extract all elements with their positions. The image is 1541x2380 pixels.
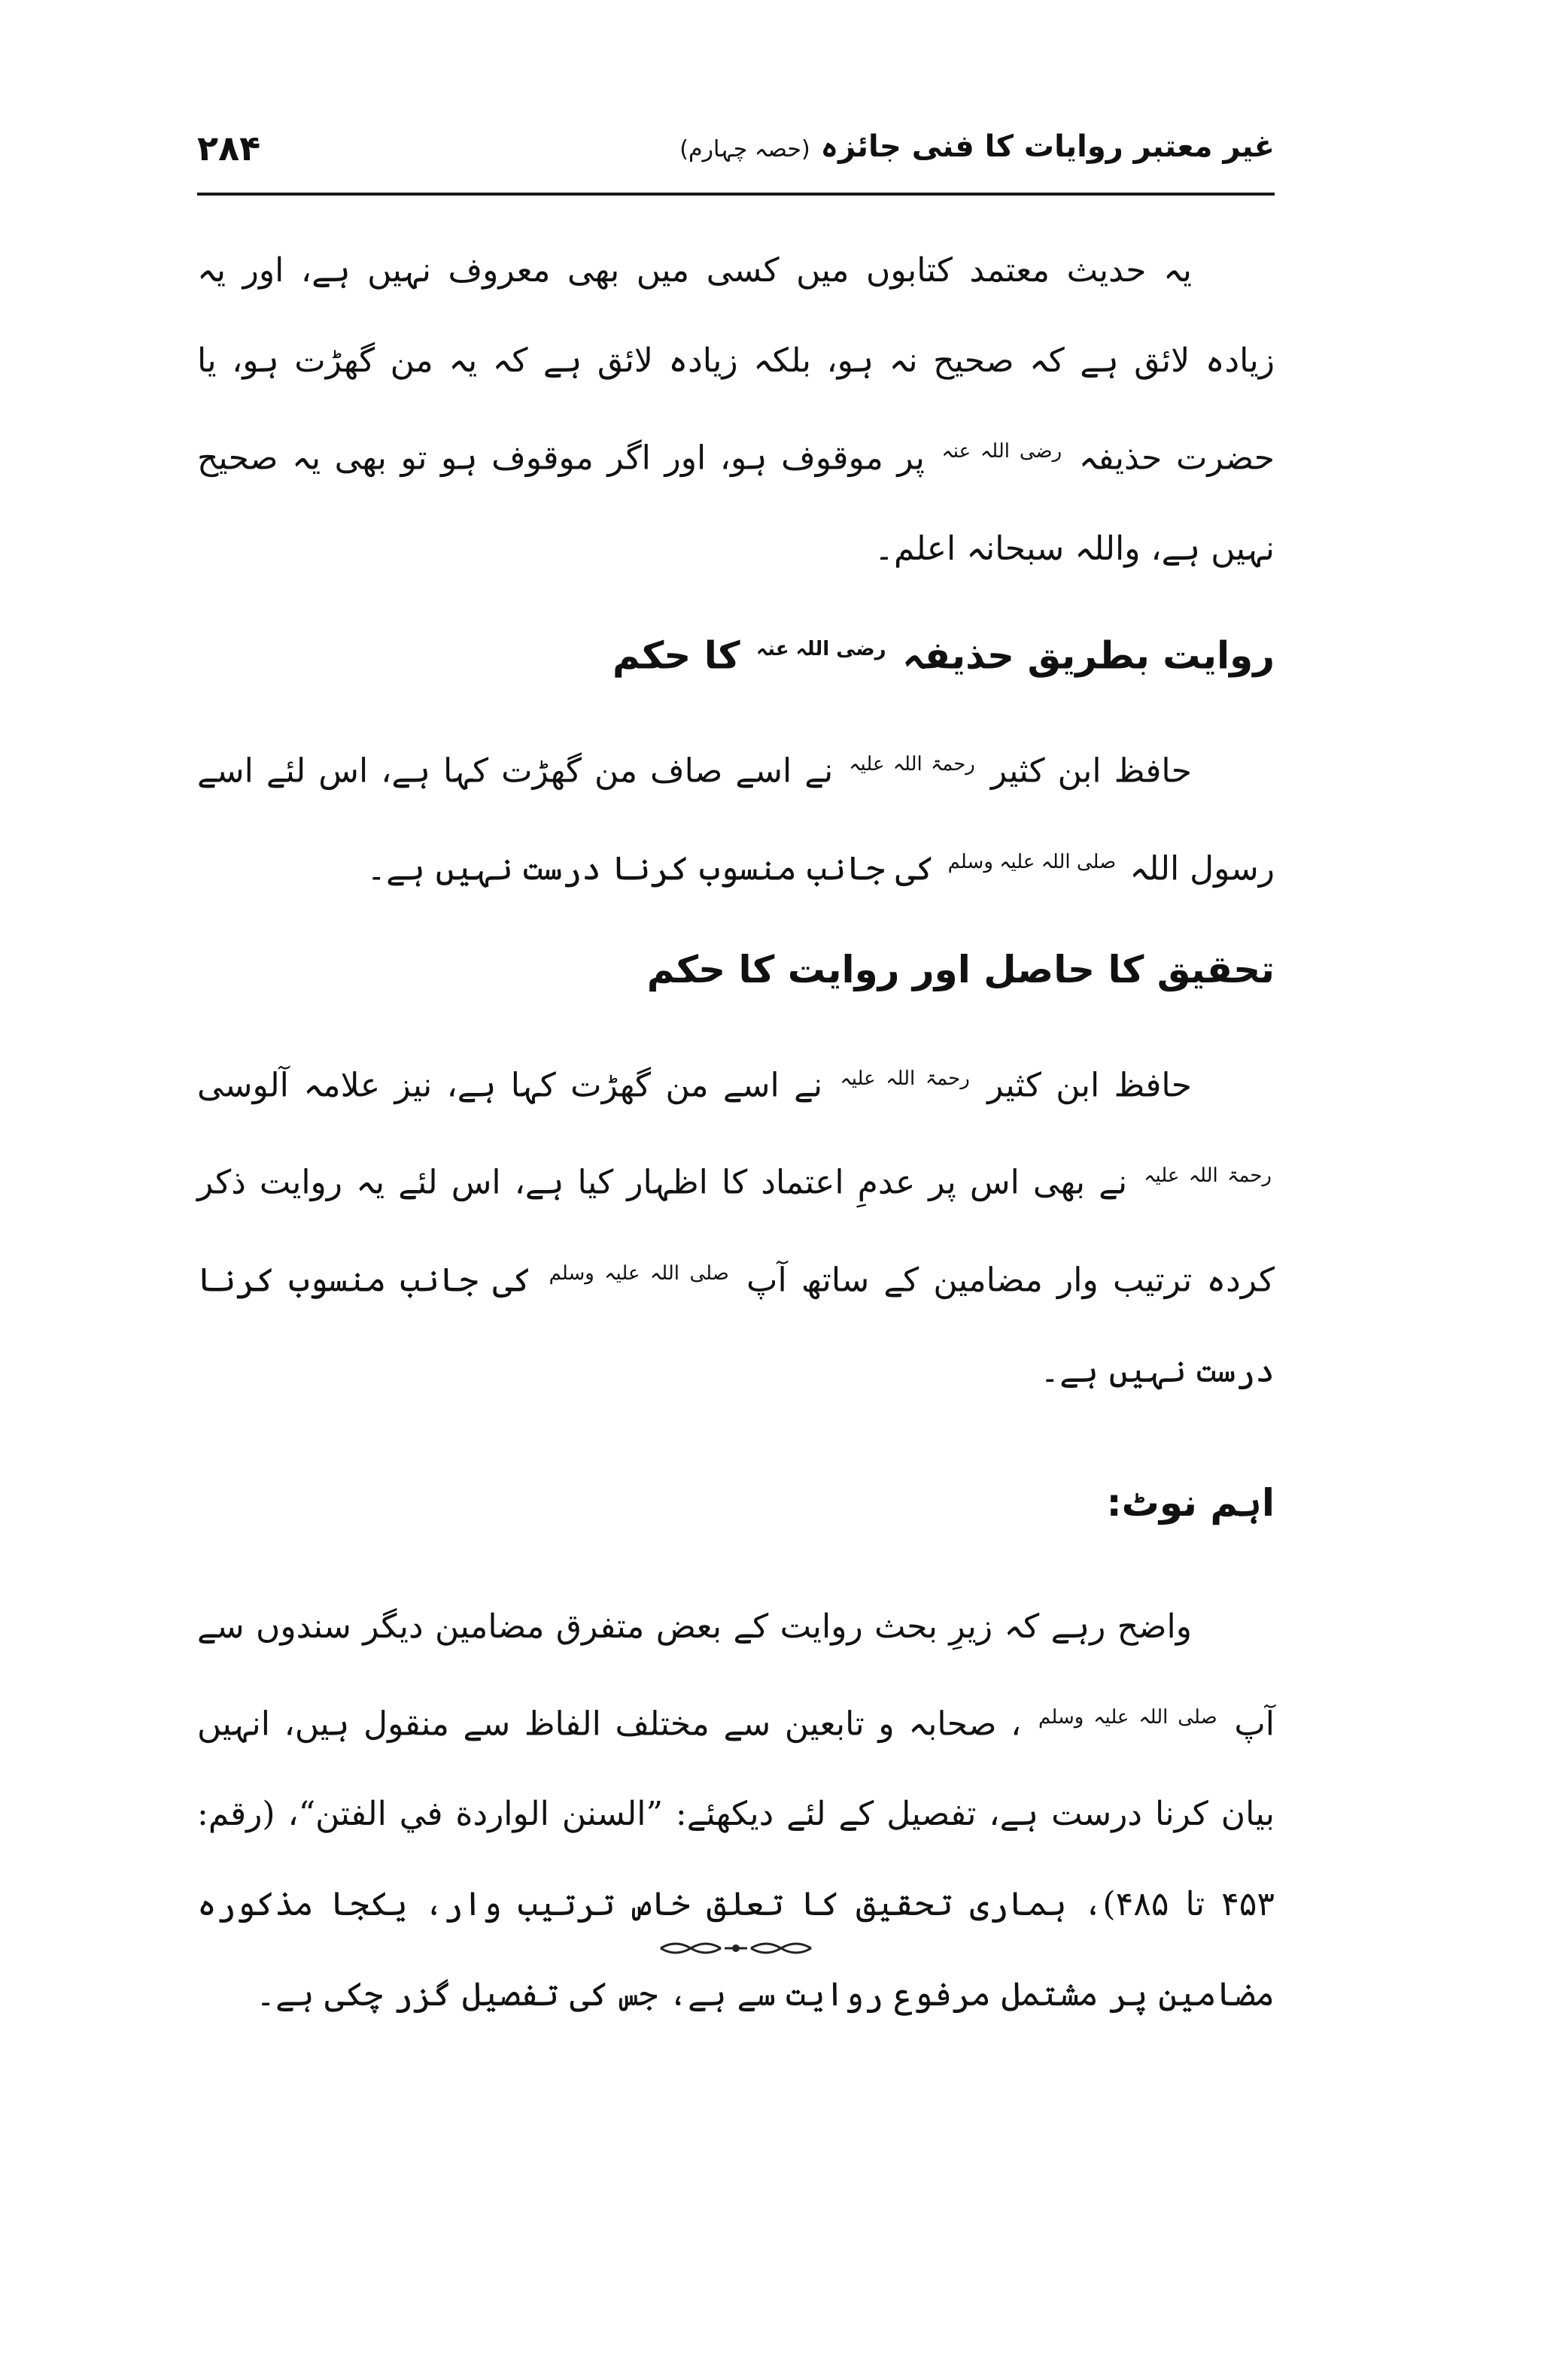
heading-1-end: کا حکم xyxy=(612,633,740,678)
honorific-rahmatullah: رحمۃ اللہ علیہ xyxy=(1144,1164,1272,1188)
paragraph-3-d: کی جانب منسوب کرنا درست نہیں ہے۔ xyxy=(197,1261,1275,1390)
heading-huzaifa-ruling xyxy=(197,608,1275,697)
paragraph-4-a: واضح رہے کہ زیرِ بحث روایت کے بعض متفرق مضامین دیگر سندوں سے آپ xyxy=(197,1607,1275,1744)
paragraph-1-end: پر موقوف ہو، اور اگر موقوف ہو تو بھی یہ صحیح نہیں ہے، واللہ سبحانہ اعلم۔ xyxy=(197,439,1275,568)
paragraph-4-b: ، صحابہ و تابعین سے مختلف الفاظ سے منقول ہیں، انہیں بیان کرنا درست ہے، تفصیل کے لئے دیکھئے: ”السنن الواردة في الفتن“، (رقم: ۴۵۳ تا ۴۸۵)، ہماری تحقیق کا تعلق خاص ترتیب وار، یکجا مذکورہ مضامین پر مشتمل مرفوع روایت سے ہے، جس کی تفصیل گزر چکی ہے۔ xyxy=(197,1705,1275,2014)
honorific-radiallahu: رضی اللہ عنہ xyxy=(756,637,886,660)
running-header xyxy=(197,113,1275,196)
paragraph-2-b: نے اسے صاف من گھڑت کہا ہے، اس لئے اسے رسول اللہ xyxy=(197,751,1275,888)
ornamental-divider-icon xyxy=(653,1933,819,1963)
heading-research-result: تحقیق کا حاصل اور روایت کا حکم xyxy=(646,947,1275,991)
paragraph-3 xyxy=(197,1034,1275,1416)
book-part-label: (حصہ چہارم) xyxy=(679,136,810,162)
book-title-text: غیر معتبر روایات کا فنی جائزہ xyxy=(820,129,1275,164)
heading-important-note: اہم نوٹ: xyxy=(1106,1480,1275,1525)
paragraph-1-text: یہ حدیث معتمد کتابوں میں کسی میں بھی معروف نہیں ہے، اور یہ زیادہ لائق ہے کہ صحیح نہ ہو، بلکہ زیادہ لائق ہے کہ یہ من گھڑت ہو، یا حضرت حذیفہ xyxy=(197,251,1275,478)
heading-1-text: روایت بطریق حذیفہ xyxy=(902,633,1275,678)
honorific-salallahu: صلی اللہ علیہ وسلم xyxy=(549,1261,729,1285)
honorific-salallahu: صلی اللہ علیہ وسلم xyxy=(947,850,1117,873)
book-page xyxy=(197,113,1275,2294)
paragraph-2 xyxy=(197,719,1275,914)
honorific-salallahu: صلی اللہ علیہ وسلم xyxy=(1038,1705,1217,1729)
book-title xyxy=(679,129,1275,164)
honorific-rahmatullah: رحمۃ اللہ علیہ xyxy=(840,1067,970,1090)
paragraph-2-c: کی جانب منسوب کرنا درست نہیں ہے۔ xyxy=(366,849,935,888)
paragraph-3-a: حافظ ابن کثیر xyxy=(987,1066,1192,1105)
honorific-radiallahu: رضی اللہ عنہ xyxy=(941,440,1062,463)
paragraph-2-a: حافظ ابن کثیر xyxy=(990,751,1192,791)
paragraph-1 xyxy=(197,226,1275,594)
paragraph-3-c: نے بھی اس پر عدمِ اعتماد کا اظہار کیا ہے، اس لئے یہ روایت ذکر کردہ ترتیب وار مضامین کے ساتھ آپ xyxy=(197,1163,1275,1300)
page-body xyxy=(197,226,1275,2040)
paragraph-3-b: نے اسے من گھڑت کہا ہے، نیز علامہ آلوسی xyxy=(197,1066,823,1105)
page-number: ۲۸۴ xyxy=(197,128,261,168)
honorific-rahmatullah: رحمۃ اللہ علیہ xyxy=(849,753,975,776)
paragraph-4 xyxy=(197,1582,1275,2041)
